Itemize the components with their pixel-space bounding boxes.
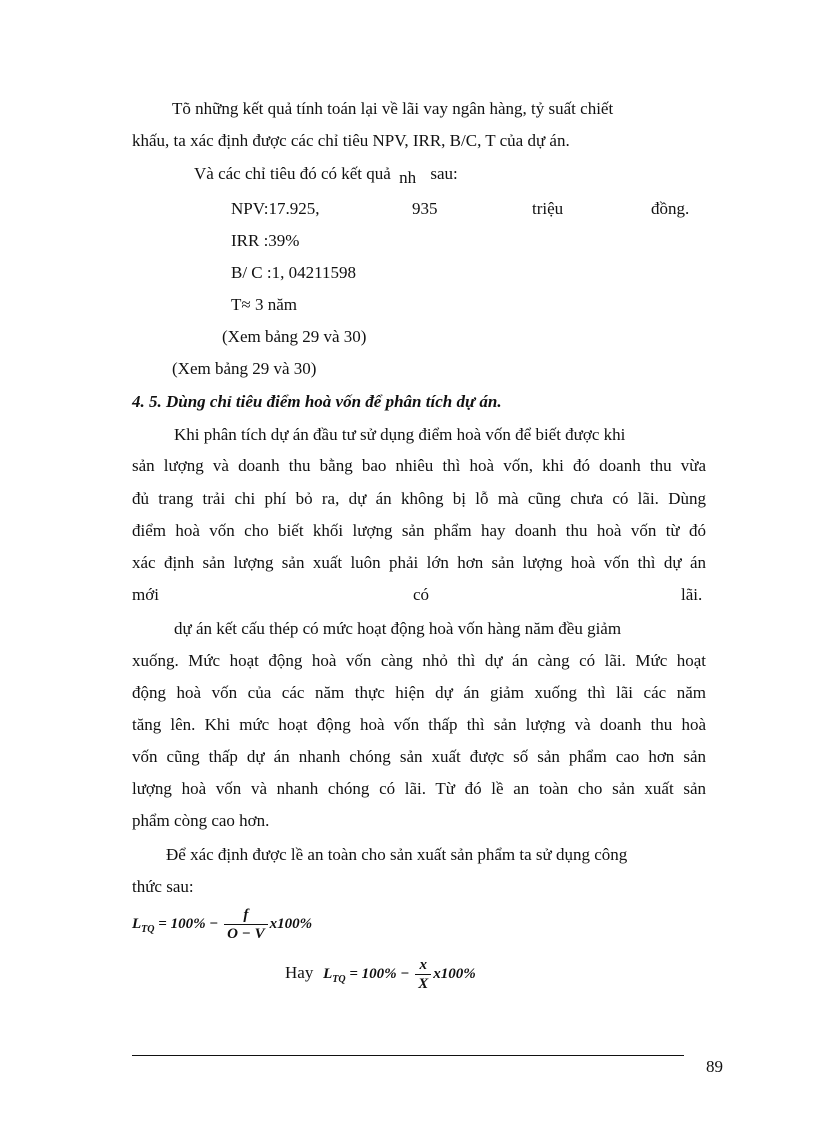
paragraph-line	[194, 163, 458, 185]
paragraph-line: mới	[132, 585, 159, 604]
bc-value: B/ C :1, 04211598	[231, 263, 356, 282]
paragraph-line: Để xác định được lề an toàn cho sản xuất sản phẩm ta sử dụng công	[166, 845, 628, 864]
npv-value: NPV:17.925,	[231, 199, 320, 218]
paragraph-line: phẩm còng cao hơn.	[132, 811, 270, 830]
formula-lhs: L	[132, 915, 142, 932]
formula-fraction	[224, 906, 267, 943]
paragraph-line: tăng lên. Khi mức hoạt động hoà vốn thấp thì sản lượng và doanh thu hoà	[132, 715, 706, 734]
formula-subscript: TQ	[332, 973, 346, 985]
paragraph-line: lãi.	[681, 585, 703, 604]
paragraph-line: đủ trang trải chi phí bỏ ra, dự án không bị lỗ mà cũng chưa có lãi. Dùng	[132, 489, 706, 508]
formula-tail: x100%	[269, 915, 313, 932]
npv-unit: đồng.	[651, 199, 690, 218]
npv-value: 935	[412, 199, 438, 218]
formula-hay: Hay	[285, 962, 314, 982]
page-number: 89	[706, 1057, 723, 1076]
paragraph-line: vốn cũng thấp dự án nhanh chóng sản xuất được số sản phẩm cao hơn sản	[132, 747, 706, 766]
line-text: sau:	[430, 164, 458, 183]
paragraph-line: khấu, ta xác định được các chỉ tiêu NPV, IRR, B/C, T của dự án.	[132, 131, 570, 150]
t-value: T≈ 3 năm	[231, 295, 297, 314]
paragraph-line: Khi phân tích dự án đầu tư sử dụng điểm hoà vốn để biết được khi	[174, 425, 626, 444]
paragraph-line: động hoà vốn của các năm thực hiện dự án giảm xuống thì lãi các năm	[132, 683, 706, 702]
formula-equals: = 100% −	[158, 915, 219, 932]
paragraph-line: sản lượng và doanh thu bằng bao nhiêu thì hoà vốn, khi đó doanh thu vừa	[132, 456, 706, 475]
reference-note: (Xem bảng 29 và 30)	[222, 327, 367, 346]
fraction-denominator: O − V	[227, 926, 265, 942]
formula-fraction	[415, 956, 431, 993]
reference-note: (Xem bảng 29 và 30)	[172, 359, 317, 378]
fraction-denominator: X	[418, 976, 429, 992]
fraction-numerator: f	[224, 906, 267, 925]
formula-lhs: L	[323, 965, 333, 982]
paragraph-line: xác định sản lượng sản xuất luôn phải lớn hơn sản lượng hoà vốn thì dự án	[132, 553, 706, 572]
paragraph-line: lượng hoà vốn và nhanh chóng có lãi. Từ đó lề an toàn cho sản xuất sản	[132, 779, 706, 798]
formula-1	[132, 906, 312, 943]
line-text: Và các chỉ tiêu đó có kết quả	[194, 164, 391, 183]
paragraph-line: điểm hoà vốn cho biết khối lượng sản phẩm hay doanh thu hoà vốn từ đó	[132, 521, 706, 540]
paragraph-line: có	[413, 585, 430, 604]
paragraph-line: dự án kết cấu thép có mức hoạt động hoà vốn hàng năm đều giảm	[174, 619, 622, 638]
irr-value: IRR :39%	[231, 231, 300, 250]
formula-subscript: TQ	[141, 923, 155, 935]
paragraph-line: Tõ những kết quả tính toán lại về lãi vay ngân hàng, tỷ suất chiết	[172, 99, 614, 118]
formula-tail: x100%	[433, 965, 476, 982]
formula-2	[285, 956, 476, 993]
section-heading: 4. 5. Dùng chỉ tiêu điểm hoà vốn để phân tích dự án.	[132, 392, 502, 411]
footer-divider	[132, 1055, 684, 1056]
formula-equals: = 100% −	[349, 965, 410, 982]
paragraph-line: xuống. Mức hoạt động hoà vốn càng nhỏ thì dự án càng có lãi. Mức hoạt	[132, 651, 706, 670]
line-text: nh	[399, 168, 417, 187]
paragraph-line: thức sau:	[132, 877, 194, 896]
npv-unit: triệu	[532, 199, 564, 218]
fraction-numerator: x	[415, 956, 431, 975]
